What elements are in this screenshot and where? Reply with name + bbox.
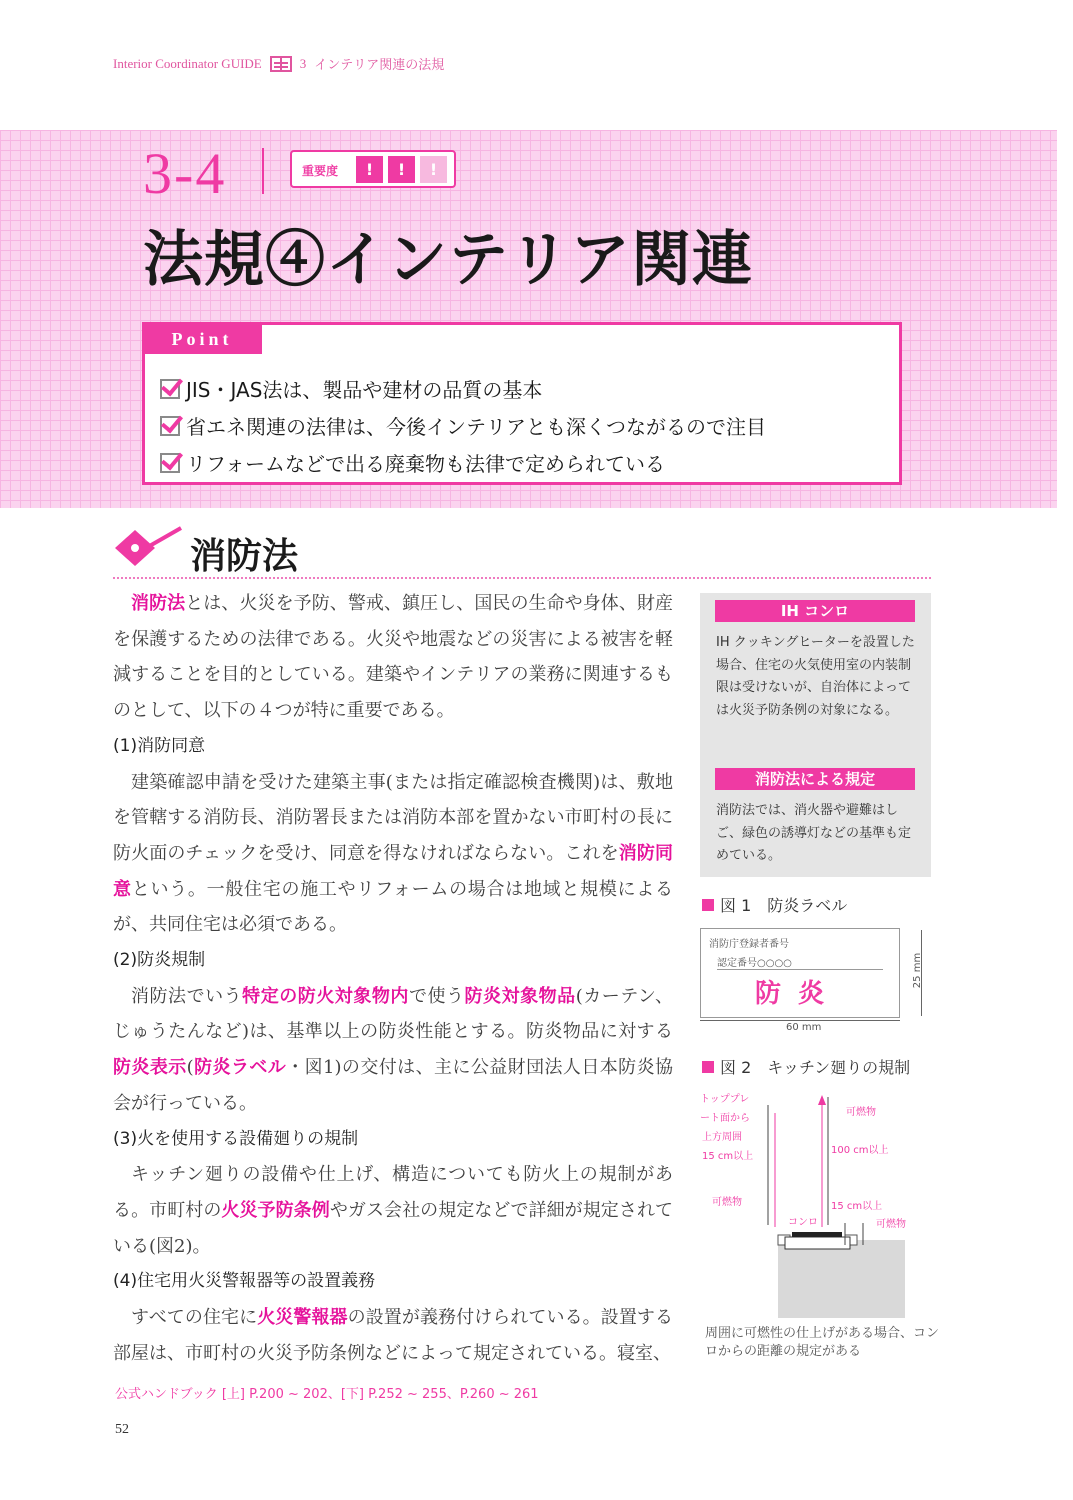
sidebar-text-rule: 消防法では、消火器や避難はしご、緑色の誘導灯などの基準も定めている。 <box>716 803 912 864</box>
text: 消防法でいう <box>131 985 243 1007</box>
square-bullet-icon <box>702 1061 714 1073</box>
importance-label: 重要度 <box>302 164 339 178</box>
key-term: 火災予防条例 <box>221 1199 330 1221</box>
text: とは、火災を予防、警戒、鎮圧し、国民の生命や身体、財産を保護するための法律である。火災や地震などの災害による被害を軽減することを目的としている。建築やインテリアの業務に関連するものとして、以下の４つが特に重要である。 <box>113 593 674 722</box>
figure-2-title: 図 2 キッチン廻りの規制 <box>720 1058 911 1077</box>
paragraph <box>113 1300 673 1371</box>
square-bullet-icon <box>702 899 714 911</box>
text: (カーテン、じゅうたんなど)は、基準以上の防炎性能とする。防炎物品に対する <box>113 985 674 1043</box>
divider <box>262 148 264 194</box>
sidebar-text-ih: IH クッキングヒーターを設置した場合、住宅の火気使用室の内装制限は受けないが、自治体によっては火災予防条例の対象になる。 <box>716 635 915 719</box>
fig2-text: 15 cm以上 <box>831 1201 883 1212</box>
page-number: 52 <box>115 1422 129 1437</box>
stove-label: コンロ <box>788 1217 818 1228</box>
fig2-text: ート面から <box>700 1113 750 1124</box>
chapter-number: 3 <box>299 55 307 71</box>
key-term: 防炎表示 <box>113 1057 187 1079</box>
fig2-text: 可燃物 <box>712 1197 742 1208</box>
fig2-text: 可燃物 <box>876 1219 906 1230</box>
stove-body <box>785 1237 850 1249</box>
key-term: 消防法 <box>131 593 186 614</box>
subheading: (2)防炎規制 <box>113 950 206 971</box>
point-tab: Point <box>142 324 262 354</box>
fig2-text: トッププレ <box>700 1094 750 1105</box>
subheading: (4)住宅用火災警報器等の設置義務 <box>113 1271 376 1292</box>
label-line-1: 消防庁登録者番号 <box>709 939 789 950</box>
key-term: 特定の防火対象物内 <box>242 985 409 1007</box>
guide-label: Interior Coordinator GUIDE <box>113 55 262 71</box>
counter <box>778 1240 905 1318</box>
key-term: 消防同意 <box>113 842 673 900</box>
subheading: (1)消防同意 <box>113 735 206 756</box>
height-dimension: 25 mm <box>912 952 924 989</box>
figure-1-title: 図 1 防炎ラベル <box>720 896 848 915</box>
fig2-text: 100 cm以上 <box>831 1145 889 1156</box>
heading-rule <box>113 577 931 579</box>
point-item <box>160 374 542 403</box>
sidebar-heading-rule: 消防法による規定 <box>715 768 915 790</box>
text: ( <box>186 1057 194 1079</box>
book-icon <box>270 56 292 72</box>
text: という。一般住宅の施工やリフォームの場合は地域と規模によるが、共同住宅は必須である。 <box>113 878 674 936</box>
figure-1-label <box>702 893 847 916</box>
paragraph <box>113 979 673 1122</box>
kitchen-clearance-diagram <box>700 1085 940 1325</box>
checkbox-icon <box>160 379 180 399</box>
sidebar-heading-ih: IH コンロ <box>715 600 915 622</box>
paragraph <box>113 1157 673 1264</box>
chapter-title: インテリア関連の法規 <box>314 57 445 72</box>
point-item-text: リフォームなどで出る廃棄物も法律で定められている <box>186 452 665 476</box>
page-title: 法規④インテリア関連 <box>143 225 753 295</box>
importance-mark-3: ! <box>420 156 447 183</box>
checkbox-icon <box>160 453 180 473</box>
point-item-text: JIS・JAS法は、製品や建材の品質の基本 <box>186 378 543 402</box>
point-item-text: 省エネ関連の法律は、今後インテリアとも深くつながるので注目 <box>186 415 766 439</box>
text: すべての住宅に <box>131 1307 258 1329</box>
label-line-2: 認定番号○○○○ <box>717 958 792 969</box>
fire-label-figure <box>700 928 900 1018</box>
point-item <box>160 411 766 440</box>
figure-2-label <box>702 1055 910 1078</box>
arrow-up-icon <box>818 1095 826 1105</box>
fig2-text: 15 cm以上 <box>702 1151 754 1162</box>
checkbox-icon <box>160 416 180 436</box>
point-item <box>160 448 665 477</box>
text: ・図1)の交付は、主に公益財団法人日本防炎協会が行っている。 <box>113 1057 673 1114</box>
text: で使う <box>408 985 465 1007</box>
paragraph <box>113 586 673 729</box>
stove-top <box>792 1232 842 1237</box>
key-term: 防炎ラベル <box>193 1057 287 1079</box>
body-text <box>113 586 673 1371</box>
handbook-reference: 公式ハンドブック [上] P.200 ~ 202、[下] P.252 ~ 255、P.260 ~ 261 <box>115 1387 539 1402</box>
text: やガス会社の規定などで詳細が規定されている(図2)。 <box>113 1199 674 1257</box>
paragraph <box>113 765 673 944</box>
running-header <box>113 54 444 73</box>
key-term: 防炎対象物品 <box>464 985 576 1007</box>
section-heading: 消防法 <box>190 535 299 577</box>
width-dimension-line <box>700 1020 900 1021</box>
fig2-text: 可燃物 <box>846 1107 876 1118</box>
fire-mark: 防 炎 <box>755 979 829 1009</box>
fig2-text: 上方周囲 <box>702 1132 742 1143</box>
importance-mark-1: ! <box>356 156 383 183</box>
section-bullet-icon <box>113 526 183 570</box>
key-term: 火災警報器 <box>257 1307 348 1329</box>
importance-mark-2: ! <box>388 156 415 183</box>
section-number: 3-4 <box>143 141 227 206</box>
text: 建築確認申請を受けた建築主事(または指定確認検査機関)は、敷地を管轄する消防長、消防署長または消防本部を置かない市町村の長に防火面のチェックを受け、同意を得なければならない。これを <box>113 771 673 864</box>
subheading: (3)火を使用する設備廻りの規制 <box>113 1128 359 1149</box>
text: キッチン廻りの設備や仕上げ、構造についても防火上の規制がある。市町村の <box>113 1164 673 1221</box>
figure-2-caption: 周囲に可燃性の仕上げがある場合、コンロからの距離の規定がある <box>705 1326 940 1359</box>
text: の設置が義務付けられている。設置する部屋は、市町村の火災予防条例などによって規定されている。寝室、 <box>113 1307 674 1364</box>
label-rule <box>717 969 883 970</box>
width-dimension: 60 mm <box>786 1022 822 1033</box>
